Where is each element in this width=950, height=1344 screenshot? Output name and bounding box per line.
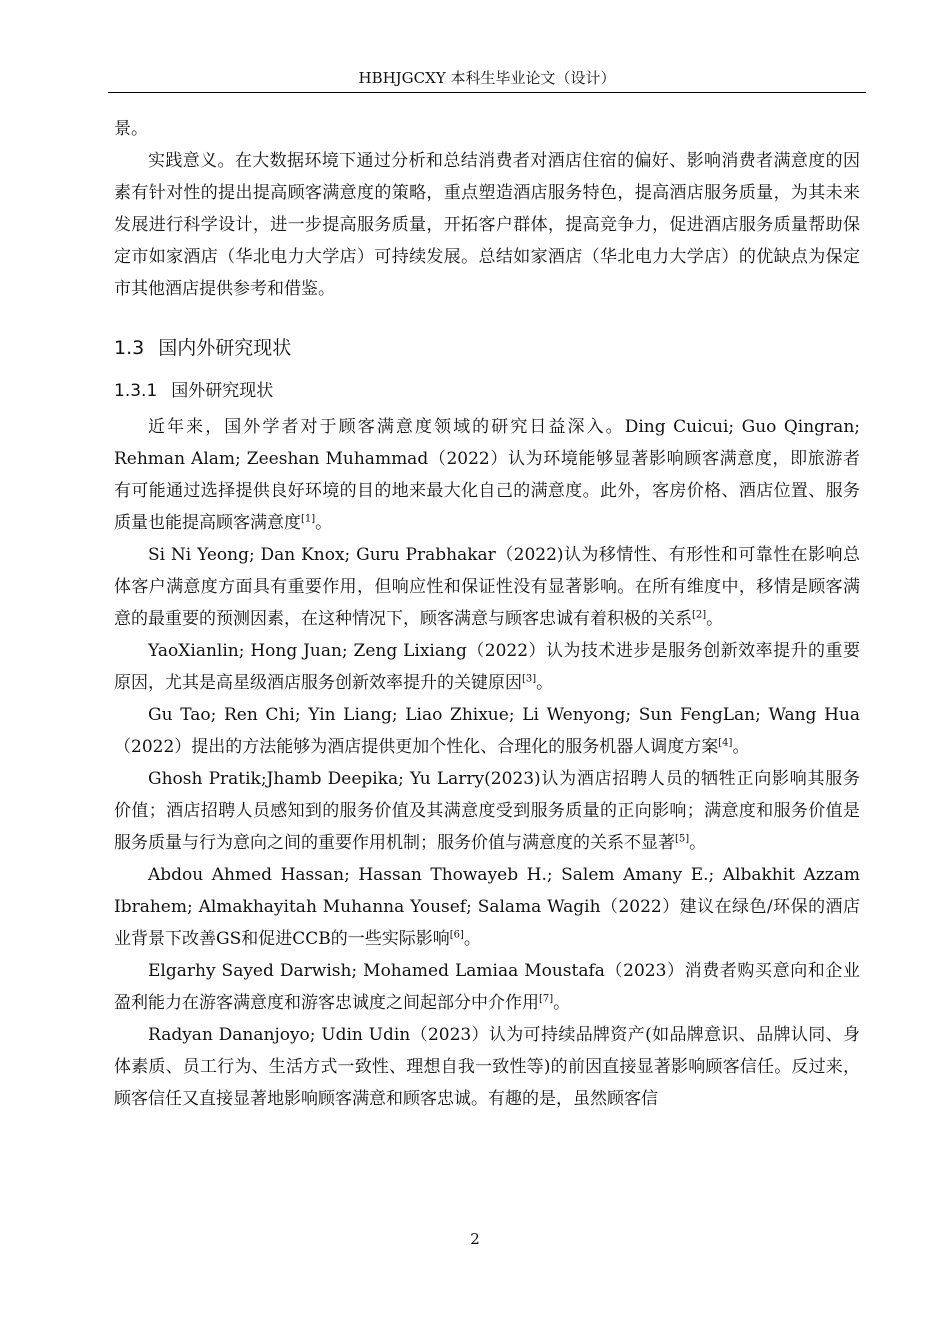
literature-paragraph: Si Ni Yeong; Dan Knox; Guru Prabhakar（2022)认为移情性、有形性和可靠性在影响总体客户满意度方面具有重要作用，但响应性和保证性没有显著影响。在所有维度中，移情是顾客满意的最重要的预测因素，在这种情况下，顾客满意与顾客忠诚有着积极的关系[2]。 [114, 545, 860, 629]
literature-paragraph: 近年来，国外学者对于顾客满意度领域的研究日益深入。Ding Cuicui; Guo Qingran; Rehman Alam; Zeeshan Muhammad（2022）认为环境能够显著影响顾客满意度，即旅游者有可能通过选择提供良好环境的目的地来最大化自己的满意度。此外，客房价格、酒店位置、服务质量也能提高顾客满意度[1]。 [114, 417, 860, 533]
citation-marker: [6] [449, 929, 464, 941]
paragraph-practical-significance: 实践意义。在大数据环境下通过分析和总结消费者对酒店住宿的偏好、影响消费者满意度的因素有针对性的提出提高顾客满意度的策略，重点塑造酒店服务特色，提高酒店服务质量，为其未来发展进行科学设计，进一步提高服务质量，开拓客户群体，提高竞争力，促进酒店服务质量帮助保定市如家酒店（华北电力大学店）可持续发展。总结如家酒店（华北电力大学店）的优缺点为保定市其他酒店提供参考和借鉴。 [114, 151, 860, 299]
header-rule [108, 92, 866, 93]
section-title: 国内外研究现状 [158, 337, 292, 359]
literature-paragraph: Elgarhy Sayed Darwish; Mohamed Lamiaa Moustafa（2023）消费者购买意向和企业盈利能力在游客满意度和游客忠诚度之间起部分中介作用[7]。 [114, 961, 860, 1013]
subsection-number: 1.3.1 [114, 381, 158, 401]
page-header: HBHJGCXY 本科生毕业论文（设计） [358, 69, 616, 87]
citation-marker: [7] [539, 993, 554, 1005]
citation-marker: [5] [675, 833, 690, 845]
literature-paragraph: Abdou Ahmed Hassan; Hassan Thowayeb H.; Salem Amany E.; Albakhit Azzam Ibrahem; Almakhayitah Muhanna Yousef; Salama Wagih（2022）建议在绿色/环保的酒店业背景下改善GS和促进CCB的一些实际影响[6]。 [114, 865, 860, 949]
citation-marker: [3] [522, 673, 537, 685]
subsection-heading [114, 375, 860, 407]
citation-marker: [1] [301, 513, 316, 525]
literature-paragraph: Gu Tao; Ren Chi; Yin Liang; Liao Zhixue; Li Wenyong; Sun FengLan; Wang Hua（2022）提出的方法能够为酒店提供更加个性化、合理化的服务机器人调度方案[4]。 [114, 705, 860, 757]
page-body [114, 113, 860, 1115]
section-number: 1.3 [114, 337, 145, 359]
subsection-title: 国外研究现状 [171, 381, 274, 401]
paragraph-continuation: 景。 [114, 119, 148, 139]
literature-paragraph: Radyan Dananjoyo; Udin Udin（2023）认为可持续品牌资产(如品牌意识、品牌认同、身体素质、员工行为、生活方式一致性、理想自我一致性等)的前因直接显著影响顾客信任。反过来，顾客信任又直接显著地影响顾客满意和顾客忠诚。有趣的是，虽然顾客信 [114, 1025, 860, 1109]
literature-paragraph: Ghosh Pratik;Jhamb Deepika; Yu Larry(2023)认为酒店招聘人员的牺牲正向影响其服务价值；酒店招聘人员感知到的服务价值及其满意度受到服务质量的正向影响；满意度和服务价值是服务质量与行为意向之间的重要作用机制；服务价值与满意度的关系不显著[5]。 [114, 769, 860, 853]
citation-marker: [4] [718, 737, 733, 749]
citation-marker: [2] [692, 609, 707, 621]
literature-paragraph: YaoXianlin; Hong Juan; Zeng Lixiang（2022）认为技术进步是服务创新效率提升的重要原因，尤其是高星级酒店服务创新效率提升的关键原因[3]。 [114, 641, 860, 693]
section-heading [114, 332, 860, 364]
page-number: 2 [470, 1230, 480, 1248]
